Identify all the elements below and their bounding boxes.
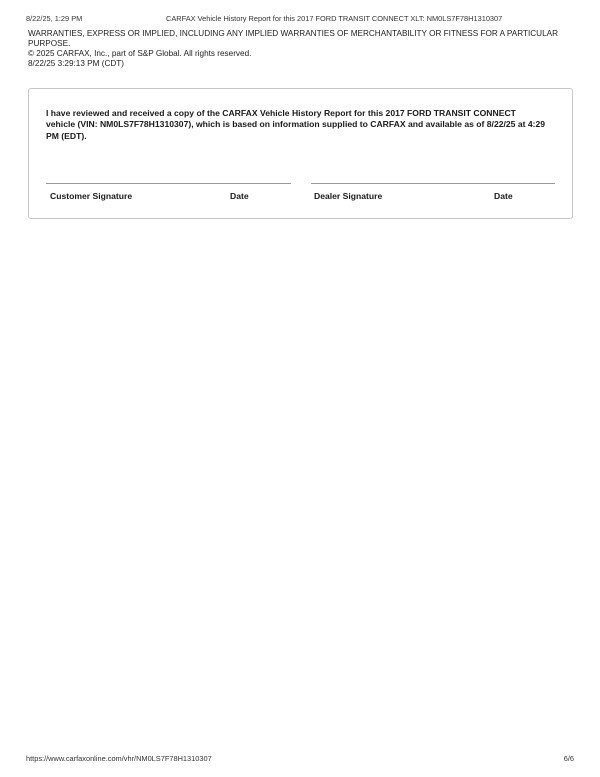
dealer-signature-label: Dealer Signature <box>314 191 383 201</box>
print-header <box>26 14 574 26</box>
customer-date-label: Date <box>230 191 249 201</box>
print-page-title: CARFAX Vehicle History Report for this 2017 FORD TRANSIT CONNECT XLT: NM0LS7F78H1310307 <box>166 14 503 23</box>
acknowledgement-text: I have reviewed and received a copy of the CARFAX Vehicle History Report for this 2017 FORD TRANSIT CONNECT vehicle (VIN: NM0LS7F78H1310307), which is based on information supplied to CARFAX and available as of 8/22/25 at 4:29 PM (EDT). <box>46 108 546 141</box>
disclaimer <box>28 29 573 69</box>
page-number: 6/6 <box>563 754 574 763</box>
copyright-notice: © 2025 CARFAX, Inc., part of S&P Global. All rights reserved. <box>28 49 252 58</box>
warranty-disclaimer-line-1: WARRANTIES, EXPRESS OR IMPLIED, INCLUDING ANY IMPLIED WARRANTIES OF MERCHANTABILITY OR FITNESS FOR A PARTICULAR <box>28 29 558 38</box>
customer-signature-label: Customer Signature <box>50 191 133 201</box>
generated-timestamp: 8/22/25 3:29:13 PM (CDT) <box>28 59 125 68</box>
customer-signature-line <box>46 183 291 184</box>
report-url: https://www.carfaxonline.com/vhr/NM0LS7F78H1310307 <box>26 754 212 763</box>
dealer-date-label: Date <box>494 191 513 201</box>
print-datetime: 8/22/25, 1:29 PM <box>26 14 83 23</box>
dealer-signature-line <box>311 183 555 184</box>
print-footer <box>26 754 574 766</box>
acknowledgement-box <box>28 88 573 219</box>
warranty-disclaimer-line-2: PURPOSE. <box>28 39 71 48</box>
